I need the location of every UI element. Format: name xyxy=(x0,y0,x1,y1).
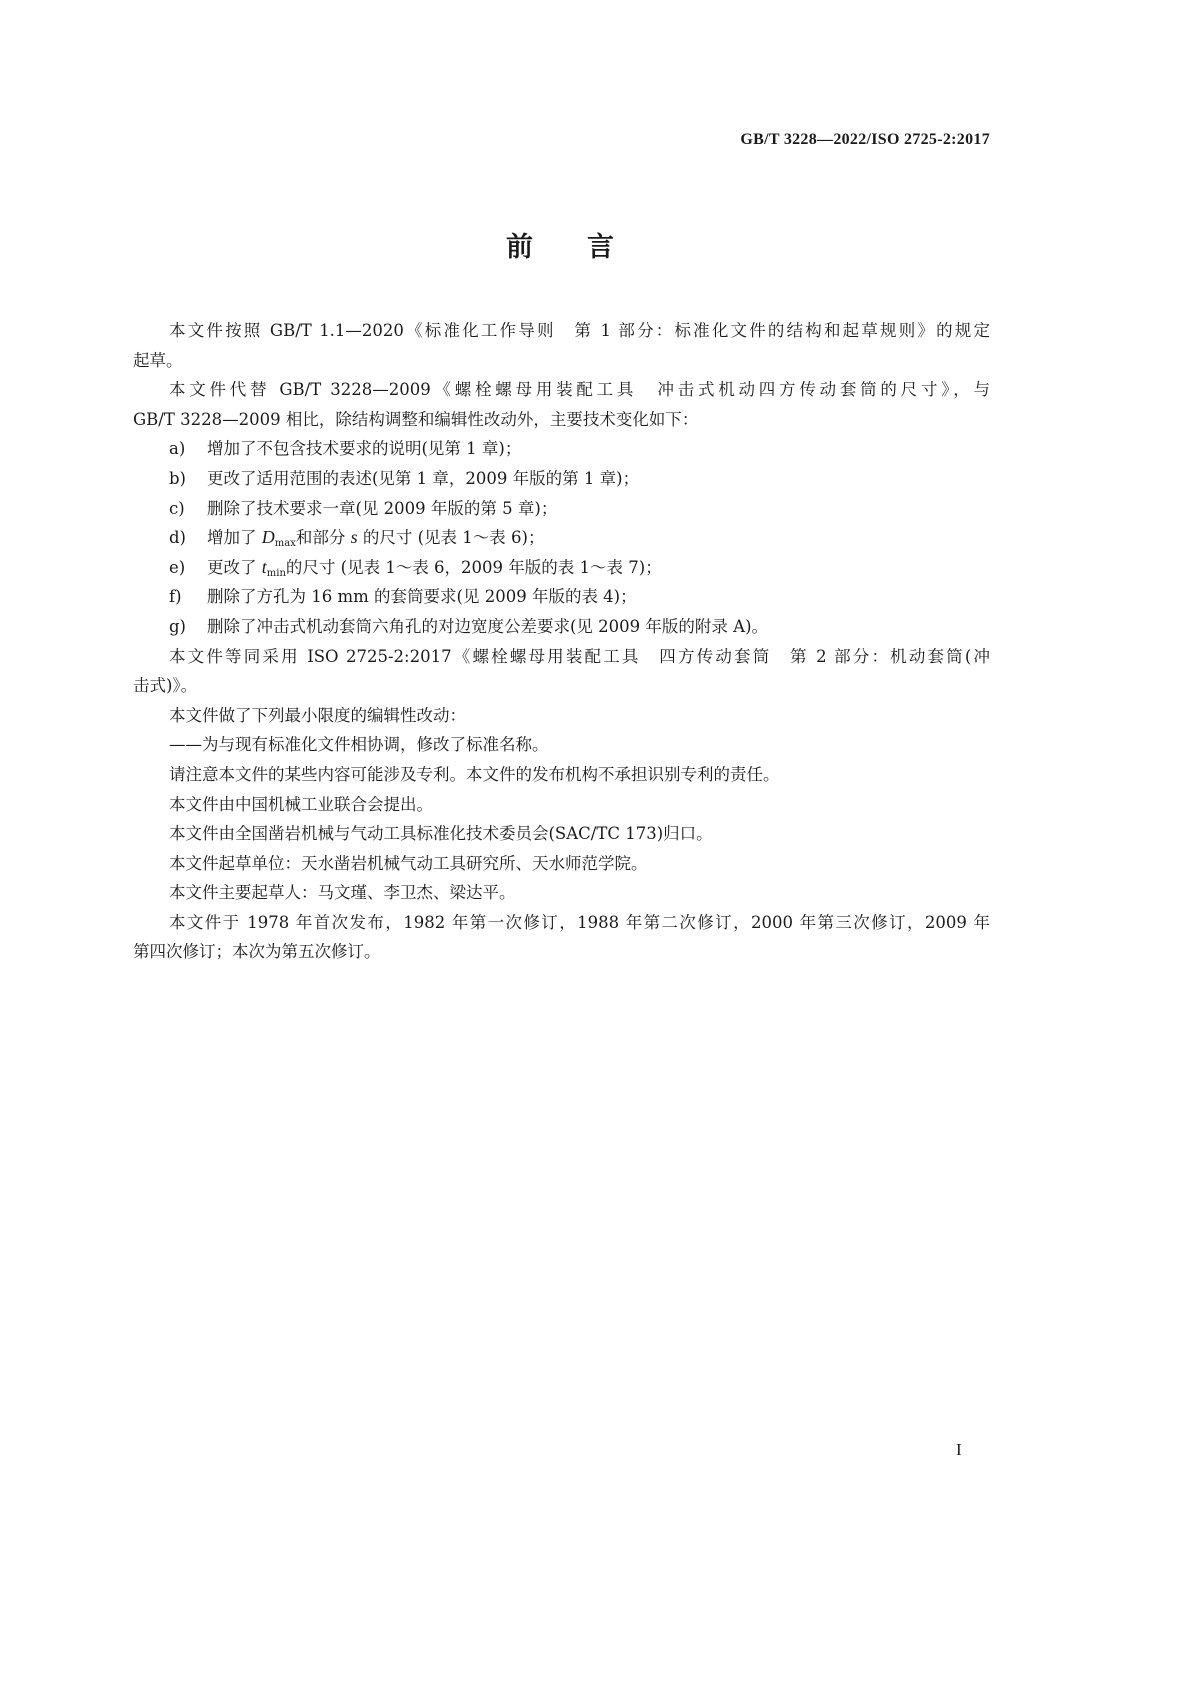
list-label: b) xyxy=(169,468,186,488)
list-text: 和部分 xyxy=(295,528,351,548)
paragraph-line: 本文件做了下列最小限度的编辑性改动： xyxy=(169,705,466,725)
list-text: 删除了方孔为 16 mm 的套筒要求(见 2009 年版的表 4)； xyxy=(207,587,637,607)
paragraph-line: 第四次修订；本次为第五次修订。 xyxy=(133,942,381,962)
list-label: d) xyxy=(169,528,186,548)
list-text: 删除了技术要求一章(见 2009 年版的第 5 章)； xyxy=(207,498,558,518)
paragraph-line: 本文件等同采用 ISO 2725-2:2017《螺栓螺母用装配工具 四方传动套筒 第 2 部分：机动套筒(冲 xyxy=(169,646,990,666)
list-text: 的尺寸 (见表 1～表 6)； xyxy=(357,528,545,548)
list-text: 增加了不包含技术要求的说明(见第 1 章)； xyxy=(207,439,522,459)
list-label: g) xyxy=(169,616,186,636)
paragraph-line: 本文件主要起草人：马文瑾、李卫杰、梁达平。 xyxy=(169,883,516,903)
list-text: 增加了 xyxy=(207,528,262,548)
paragraph-line: 本文件由全国凿岩机械与气动工具标准化技术委员会(SAC/TC 173)归口。 xyxy=(169,824,713,844)
symbol-D: D xyxy=(261,527,275,548)
subscript-max: max xyxy=(274,538,296,550)
list-item xyxy=(133,553,990,583)
list-text: 删除了冲击式机动套筒六角孔的对边宽度公差要求(见 2009 年版的附录 A)。 xyxy=(207,616,769,636)
paragraph-line: 本文件代替 GB/T 3228—2009《螺栓螺母用装配工具 冲击式机动四方传动套筒的尺寸》，与 xyxy=(169,380,990,400)
paragraph-line: GB/T 3228—2009 相比，除结构调整和编辑性改动外，主要技术变化如下： xyxy=(133,409,699,429)
paragraph-line: 起草。 xyxy=(133,350,183,370)
list-item xyxy=(133,612,990,642)
foreword-body xyxy=(133,316,990,967)
list-item xyxy=(133,494,990,524)
paragraph-line: 本文件按照 GB/T 1.1—2020《标准化工作导则 第 1 部分：标准化文件的结构和起草规则》的规定 xyxy=(169,321,990,340)
list-label: a) xyxy=(169,439,186,459)
paragraph-line: 击式)》。 xyxy=(133,676,198,696)
subscript-min: min xyxy=(266,567,286,579)
list-text: 更改了适用范围的表述(见第 1 章，2009 年版的第 1 章)； xyxy=(207,468,640,488)
list-text: 的尺寸 (见表 1～表 6，2009 年版的表 1～表 7)； xyxy=(285,557,662,577)
paragraph-line: 本文件起草单位：天水凿岩机械气动工具研究所、天水师范学院。 xyxy=(169,853,648,873)
list-item xyxy=(133,582,990,612)
list-text: 更改了 xyxy=(207,557,262,577)
dash-item: ——为与现有标准化文件相协调，修改了标准名称。 xyxy=(169,735,549,755)
page-number: I xyxy=(956,1440,962,1459)
list-label: c) xyxy=(169,498,185,518)
document-number-header: GB/T 3228—2022/ISO 2725-2:2017 xyxy=(740,131,990,148)
list-label: e) xyxy=(169,557,186,577)
paragraph-line: 本文件由中国机械工业联合会提出。 xyxy=(169,794,433,814)
symbol-t: t xyxy=(261,556,267,577)
list-label: f) xyxy=(169,587,182,607)
symbol-s: s xyxy=(350,527,358,548)
list-item xyxy=(133,434,990,464)
paragraph-line: 本文件于 1978 年首次发布，1982 年第一次修订，1988 年第二次修订，2000 年第三次修订，2009 年 xyxy=(169,912,990,932)
page-title: 前 言 xyxy=(506,232,614,263)
list-item xyxy=(133,464,990,494)
patent-notice: 请注意本文件的某些内容可能涉及专利。本文件的发布机构不承担识别专利的责任。 xyxy=(169,764,780,784)
list-item xyxy=(133,523,990,553)
